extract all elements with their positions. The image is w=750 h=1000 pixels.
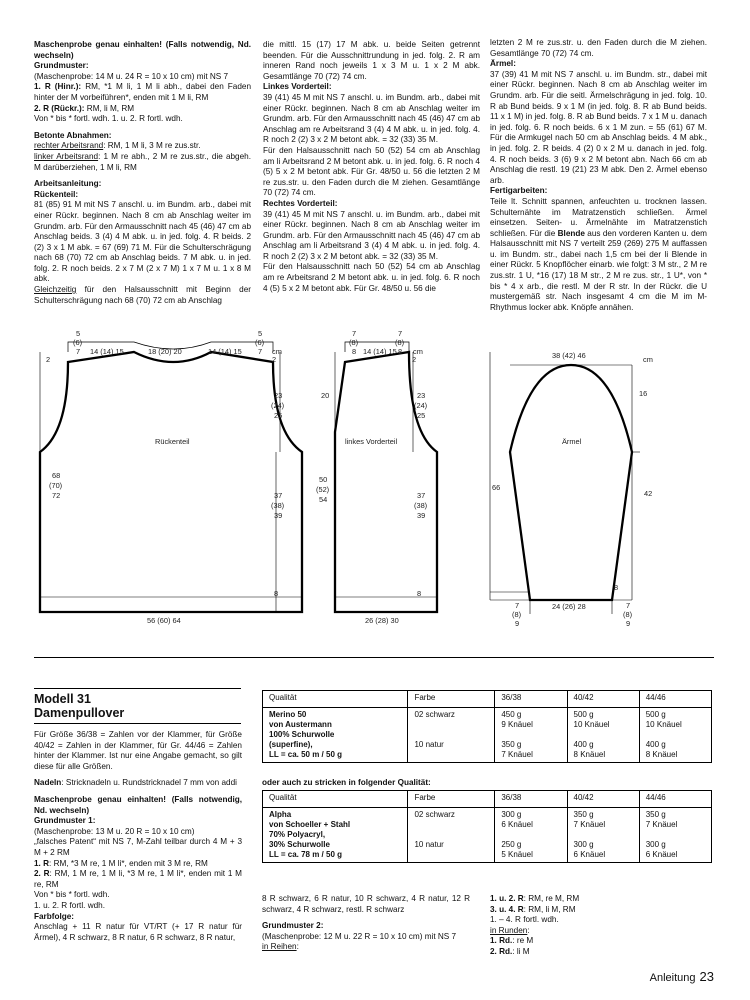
color-cell: 02 schwarz 10 natur bbox=[408, 808, 495, 863]
dim-top-left-c: 7 bbox=[76, 347, 81, 356]
left-edge: linker Arbeitsrand: 1 M re abh., 2 M re zus.str., die abgeh. M darüberziehen, 1 M li, RM bbox=[34, 151, 251, 172]
page-number: 23 bbox=[699, 969, 714, 984]
title-rule-bottom bbox=[34, 723, 241, 724]
right-front-heading: Rechtes Vorderteil: bbox=[263, 198, 338, 208]
dim-slope-right: 2 bbox=[272, 355, 277, 364]
sleeve-text: 37 (39) 41 M mit NS 7 anschl. u. im Bundm. str., dabei mit einer Rückr. beginnen. Nach 8 cm ab Anschlag weiter im Grundm. arb. Für die seitl. Ärmelschrägung in jed. folg. 10. R ab Bund beids. 9 x 1 M (in jed. folg. 8. R ab Bund beids. 11 x 1 M) in jed. folg. 8. R ab Bund beids. 7 x 1 M u. danach in jed. folg. 6. R noch beids. 6 x 1 M zun. = 55 (61) 67 M. Für die Armkugel nach 50 cm ab Anschlag beids. 4 M abk., in jed. folg. 2. R beids. 4 (2) 0 x 2 M u. danach in jed. folg. 4. R noch beids. 3 (6) 9 x 2 M betont abn. Nach 66 cm ab Anschlag die restl. 19 (21) 23 M abk. Den 2. Ärmel ebenso arb. bbox=[490, 69, 707, 185]
sleeve-dim-top: 38 (42) 46 bbox=[552, 351, 586, 360]
right-front-text: 39 (41) 45 M mit NS 7 anschl. u. im Bundm. arb., dabei mit einer Rückr. beginnen. Nach 8 cm ab Anschlag weiter im Grundm. arb. Für den Armausschnitt nach 45 (46) 47 cm ab Anschlag am li Arbeitsrand 3 (4) 4 M abk. u. in jed. folg. 4. R noch 2 (2) 3 x 2 M betont abk. = 32 (33) 35 M. bbox=[263, 209, 480, 261]
dim-top-right-b: (6) bbox=[255, 338, 265, 347]
front-dim-side-a: 37 bbox=[417, 491, 426, 500]
front-dim-arm-c: 25 bbox=[417, 411, 426, 420]
color-seq-cont: 8 R schwarz, 6 R natur, 10 R schwarz, 4 R natur, 12 R schwarz, 4 R schwarz, restl. R schwarz bbox=[262, 894, 470, 914]
p2-repeat: 1. – 4. R fortl. wdh. bbox=[490, 915, 559, 925]
dim-total-a: 68 bbox=[52, 471, 61, 480]
front-dim-rib: 8 bbox=[417, 589, 422, 598]
front-dim-total-a: 50 bbox=[319, 475, 328, 484]
finishing-text: Teile lt. Schnitt spannen, anfeuchten u. trocknen lassen. Schulternähte im Matratzenstich schließen. Ärmel einsetzen. Seiten- u. Ärmelnähte im Matratzenstich schließen. Für die Blende aus den vorderen Kanten u. dem Halsausschnitt mit NS 7 verteilt 259 (269) 275 M auffassen u. im Bundm. str., dabei nach 1,5 cm bei der li Blende in einer Rückr. 5 Knopflöcher einarb. wie folgt: 3 M str., 2 M re zus.str. 1 U, *16 (17) 18 M str., 2 M re zus. str., 1 U*, von * bis * 4 x arb., die restl. M der R str. In der Rückr. die U mustergemäß str. Nach insgesamt 4 cm die M im M-Rhythmus locker abk. Knöpfe annähen. bbox=[490, 196, 707, 312]
dim-arm-a: 23 bbox=[274, 391, 283, 400]
pattern1-row2: 2. R: RM, 1 M re, 1 M li, *3 M re, 1 M li*, enden mit 1 M re, RM bbox=[34, 869, 242, 889]
front-dim-slope: 2 bbox=[412, 355, 417, 364]
pattern2-gauge: (Maschenprobe: 12 M u. 22 R = 10 x 10 cm) mit NS 7 bbox=[262, 931, 457, 941]
pattern2-column bbox=[262, 894, 470, 953]
front-dim-top-right-b: (8) bbox=[395, 338, 405, 347]
front-dim-width: 26 (28) 30 bbox=[365, 616, 399, 625]
sleeve-schematic bbox=[490, 322, 670, 628]
back-schematic bbox=[40, 322, 340, 625]
dim-side-b: (38) bbox=[271, 501, 285, 510]
instructions-column-2 bbox=[263, 40, 480, 294]
front-dim-top-right-a: 7 bbox=[398, 329, 403, 338]
page-footer bbox=[649, 969, 714, 984]
front-dim-top-left-b: (8) bbox=[349, 338, 359, 347]
pattern1-repeat2: 1. u. 2. R fortl. wdh. bbox=[34, 900, 105, 910]
gauge-text: (Maschenprobe: 14 M u. 24 R = 10 x 10 cm) mit NS 7 bbox=[34, 71, 229, 81]
front-dim-neck: 20 bbox=[321, 391, 330, 400]
section-name: Anleitung bbox=[649, 972, 696, 984]
sleeve-dim-br-b: (8) bbox=[623, 610, 633, 619]
sleeve-dim-rib: 8 bbox=[614, 583, 619, 592]
size-note: Für Größe 36/38 = Zahlen vor der Klammer, für Größe 40/42 = Zahlen in der Klammer, für Gr. 44/46 = Zahlen hinter der Klammer. Ist nur eine Angabe gemacht, so gilt diese für alle Größen. bbox=[34, 730, 242, 771]
pattern2-rows-column bbox=[490, 894, 700, 958]
pattern2-rows-label: in Reihen: bbox=[262, 942, 299, 952]
front-dim-shoulder: 14 (14) 15 bbox=[363, 347, 397, 356]
pattern1-repeat: Von * bis * fortl. wdh. bbox=[34, 890, 110, 900]
sleeve-label: Ärmel bbox=[562, 437, 582, 446]
back-text: 81 (85) 91 M mit NS 7 anschl. u. im Bundm. arb., dabei mit einer Rückr. beginnen. Nach 8 cm ab Anschlag weiter im Grundm. arb. Für den Armausschnitt nach 45 (46) 47 cm ab Anschlag beids. 3 (4) 4 M abk. u. in jed. folg. 4. R beids. 2 (2) 3 x 1 M abk. = 67 (69) 71 M. Für die Schulterschrägung nach 68 (70) 72 cm ab Anschlag beids. 7 M abk. u. in jed. folg. 2. R noch beids. 2 x 7 M (2 x 7 M) 1 x 7 M u. 1 x 8 M abk. bbox=[34, 200, 251, 284]
quality-cell: Alpha von Schoeller + Stahl 70% Polyacryl, 30% Schurwolle LL = ca. 78 m / 50 g bbox=[263, 808, 408, 863]
needles: Nadeln: Stricknadeln u. Rundstricknadel 7 mm von addi bbox=[34, 778, 237, 788]
table-row bbox=[263, 708, 712, 763]
dim-neck: 18 (20) 20 bbox=[148, 347, 182, 356]
pattern1-row1: 1. R: RM, *3 M re, 1 M li*, enden mit 3 M re, RM bbox=[34, 858, 208, 868]
size3-cell: 350 g 7 Knäuel 300 g 6 Knäuel bbox=[639, 808, 711, 863]
sleeve-dim-br-a: 7 bbox=[626, 601, 631, 610]
left-front-neck: Für den Halsausschnitt nach 50 (52) 54 cm ab Anschlag am li Arbeitsrand 2 M betont abk. u. in jed. folg. 6. R noch 4 (5) 5 x 2 M betont abk. Für Gr. 48/50 u. 56 die letzten 2 M re zus.str. u. den Faden durch die M ziehen. Gesamtlänge 70 (72) 74 cm. bbox=[263, 145, 480, 198]
sleeve-dim-bc-c: 9 bbox=[626, 619, 631, 628]
sleeve-dim-cap: 16 bbox=[639, 389, 648, 398]
back-label: Rückenteil bbox=[155, 437, 190, 446]
sleeve-dim-bl-c: 9 bbox=[515, 619, 520, 628]
right-edge: rechter Arbeitsrand: RM, 1 M li, 3 M re zus.str. bbox=[34, 141, 201, 151]
front-dim-top-left-c: 8 bbox=[352, 347, 357, 356]
dim-top-left-a: 5 bbox=[76, 329, 81, 338]
dim-arm-c: 25 bbox=[274, 411, 283, 420]
p2-round2: 2. Rd.: li M bbox=[490, 946, 530, 956]
dim-total-b: (70) bbox=[49, 481, 63, 490]
dim-width: 56 (60) 64 bbox=[147, 616, 181, 625]
sleeve-dim-total: 66 bbox=[492, 483, 501, 492]
sleeve-dim-bl-a: 7 bbox=[515, 601, 520, 610]
pattern1-heading: Grundmuster 1: bbox=[34, 816, 96, 826]
sleeve-dim-side: 42 bbox=[644, 489, 653, 498]
sleeve-dim-bl-b: (8) bbox=[512, 610, 522, 619]
dim-total-c: 72 bbox=[52, 491, 61, 500]
back-neck: Gleichzeitig für den Halsausschnitt mit Beginn der Schulterschrägung nach 68 (70) 72 cm ab Anschlag bbox=[34, 285, 251, 305]
repeat-note: Von * bis * fortl. wdh. 1. u. 2. R fortl. wdh. bbox=[34, 114, 183, 124]
dim-shoulder-left: 14 (14) 15 bbox=[90, 347, 124, 356]
decrease-heading: Betonte Abnahmen: bbox=[34, 130, 112, 140]
front-dim-top-right-c: 8 bbox=[398, 347, 403, 356]
pattern1-desc: „falsches Patent“ mit NS 7, M-Zahl teilbar durch 4 M + 3 M + 2 RM bbox=[34, 837, 242, 857]
instructions-column-1 bbox=[34, 40, 251, 306]
front-label: linkes Vorderteil bbox=[345, 437, 398, 446]
instructions-column-3 bbox=[490, 38, 707, 313]
yarn-table-1 bbox=[262, 690, 712, 763]
sleeve-dim-cuff: 24 (26) 28 bbox=[552, 602, 586, 611]
size1-cell: 300 g 6 Knäuel 250 g 5 Knäuel bbox=[495, 808, 567, 863]
size2-cell: 500 g 10 Knäuel 400 g 8 Knäuel bbox=[567, 708, 639, 763]
yarn-table-2 bbox=[262, 790, 712, 863]
front-dim-side-b: (38) bbox=[414, 501, 428, 510]
model-title: Modell 31 Damenpullover bbox=[34, 692, 125, 720]
sleeve-dim-cm: cm bbox=[643, 355, 653, 364]
size3-cell: 500 g 10 Knäuel 400 g 8 Knäuel bbox=[639, 708, 711, 763]
quality-cell: Merino 50 von Austermann 100% Schurwolle (superfine), LL = ca. 50 m / 50 g bbox=[263, 708, 408, 763]
pattern1-gauge: (Maschenprobe: 13 M u. 20 R = 10 x 10 cm) bbox=[34, 826, 195, 836]
front-dim-cm: cm bbox=[413, 347, 423, 356]
front-dim-total-b: (52) bbox=[316, 485, 330, 494]
back-heading: Rückenteil: bbox=[34, 189, 79, 199]
dim-shoulder-right: 14 (14) 15 bbox=[208, 347, 242, 356]
table-header-row: Qualität Farbe 36/38 40/42 44/46 bbox=[263, 691, 712, 708]
dim-rib: 8 bbox=[274, 589, 279, 598]
front-schematic bbox=[315, 322, 455, 625]
dim-cm: cm bbox=[272, 347, 282, 356]
color-seq: Anschlag + 11 R natur für VT/RT (+ 17 R natur für Ärmel), 4 R schwarz, 8 R natur, 6 R schwarz, 8 R natur, bbox=[34, 922, 242, 942]
alt-quality-note: oder auch zu stricken in folgender Qualität: bbox=[262, 778, 431, 787]
back-neck-cont: die mittl. 15 (17) 17 M abk. u. beide Seiten getrennt beenden. Für die Ausschnittrundung in jed. folg. 2. R am inneren Rand noch jeweils 1 x 3 M u. 1 x 2 M abk. Gesamtlänge 70 (72) 74 cm. bbox=[263, 40, 480, 81]
dim-side-a: 37 bbox=[274, 491, 283, 500]
model-left-column bbox=[34, 730, 242, 943]
p2-round1: 1. Rd.: re M bbox=[490, 936, 534, 946]
dim-side-c: 39 bbox=[274, 511, 283, 520]
color-seq-heading: Farbfolge: bbox=[34, 911, 75, 921]
section-divider bbox=[34, 657, 714, 658]
gauge-note-2: Maschenprobe genau einhalten! (Falls notwendig, Nd. wechseln) bbox=[34, 794, 242, 815]
work-heading: Arbeitsanleitung: bbox=[34, 179, 102, 189]
right-front-neck: Für den Halsausschnitt nach 50 (52) 54 cm ab Anschlag am re Arbeitsrand 2 M betont abk. u. in jed. folg. 6. R noch 4 (5) 5 x 2 M betont abk. Für Gr. 48/50 u. 56 die bbox=[263, 262, 480, 293]
front-dim-total-c: 54 bbox=[319, 495, 328, 504]
front-dim-arm-a: 23 bbox=[417, 391, 426, 400]
front-dim-arm-b: (24) bbox=[414, 401, 428, 410]
sleeve-heading: Ärmel: bbox=[490, 59, 516, 69]
pattern2-heading: Grundmuster 2: bbox=[262, 921, 324, 931]
row-2: 2. R (Rückr.): RM, li M, RM bbox=[34, 103, 135, 113]
size1-cell: 450 g 9 Knäuel 350 g 7 Knäuel bbox=[495, 708, 567, 763]
gauge-note: Maschenprobe genau einhalten! (Falls notwendig, Nd. wechseln) bbox=[34, 40, 251, 60]
color-cell: 02 schwarz 10 natur bbox=[408, 708, 495, 763]
finishing-heading: Fertigarbeiten: bbox=[490, 186, 548, 196]
pattern-heading: Grundmuster: bbox=[34, 61, 89, 71]
left-front-heading: Linkes Vorderteil: bbox=[263, 82, 332, 92]
size2-cell: 350 g 7 Knäuel 300 g 6 Knäuel bbox=[567, 808, 639, 863]
p2-row12: 1. u. 2. R: RM, re M, RM bbox=[490, 894, 580, 903]
dim-slope-left: 2 bbox=[46, 355, 51, 364]
left-front-text: 39 (41) 45 M mit NS 7 anschl. u. im Bundm. arb., dabei mit einer Rückr. beginnen. Nach 8 cm ab Anschlag weiter im Grundm. arb. Für den Armausschnitt nach 45 (46) 47 cm ab Anschlag am re Arbeitsrand 3 (4) 4 M abk. u. in jed. folg. 4. R noch 2 (2) 3 x 2 M betont abk. = 32 (33) 35 M. bbox=[263, 92, 480, 145]
p2-rounds-label: in Runden: bbox=[490, 925, 530, 935]
dim-top-right-a: 5 bbox=[258, 329, 263, 338]
front-dim-side-c: 39 bbox=[417, 511, 426, 520]
table-header-row: Qualität Farbe 36/38 40/42 44/46 bbox=[263, 791, 712, 808]
front-dim-top-left-a: 7 bbox=[352, 329, 357, 338]
title-rule-top bbox=[34, 688, 241, 689]
dim-arm-b: (24) bbox=[271, 401, 285, 410]
p2-row34: 3. u. 4. R: RM, li M, RM bbox=[490, 904, 576, 914]
row-1: 1. R (Hinr.): RM, *1 M li, 1 M li abh., dabei den Faden hinter der M vorbeiführen*, enden mit 1 M li, RM bbox=[34, 82, 252, 102]
front-cont: letzten 2 M re zus.str. u. den Faden durch die M ziehen. Gesamtlänge 70 (72) 74 cm. bbox=[490, 38, 707, 58]
dim-top-right-c: 7 bbox=[258, 347, 263, 356]
dim-top-left-b: (6) bbox=[73, 338, 83, 347]
table-row bbox=[263, 808, 712, 863]
